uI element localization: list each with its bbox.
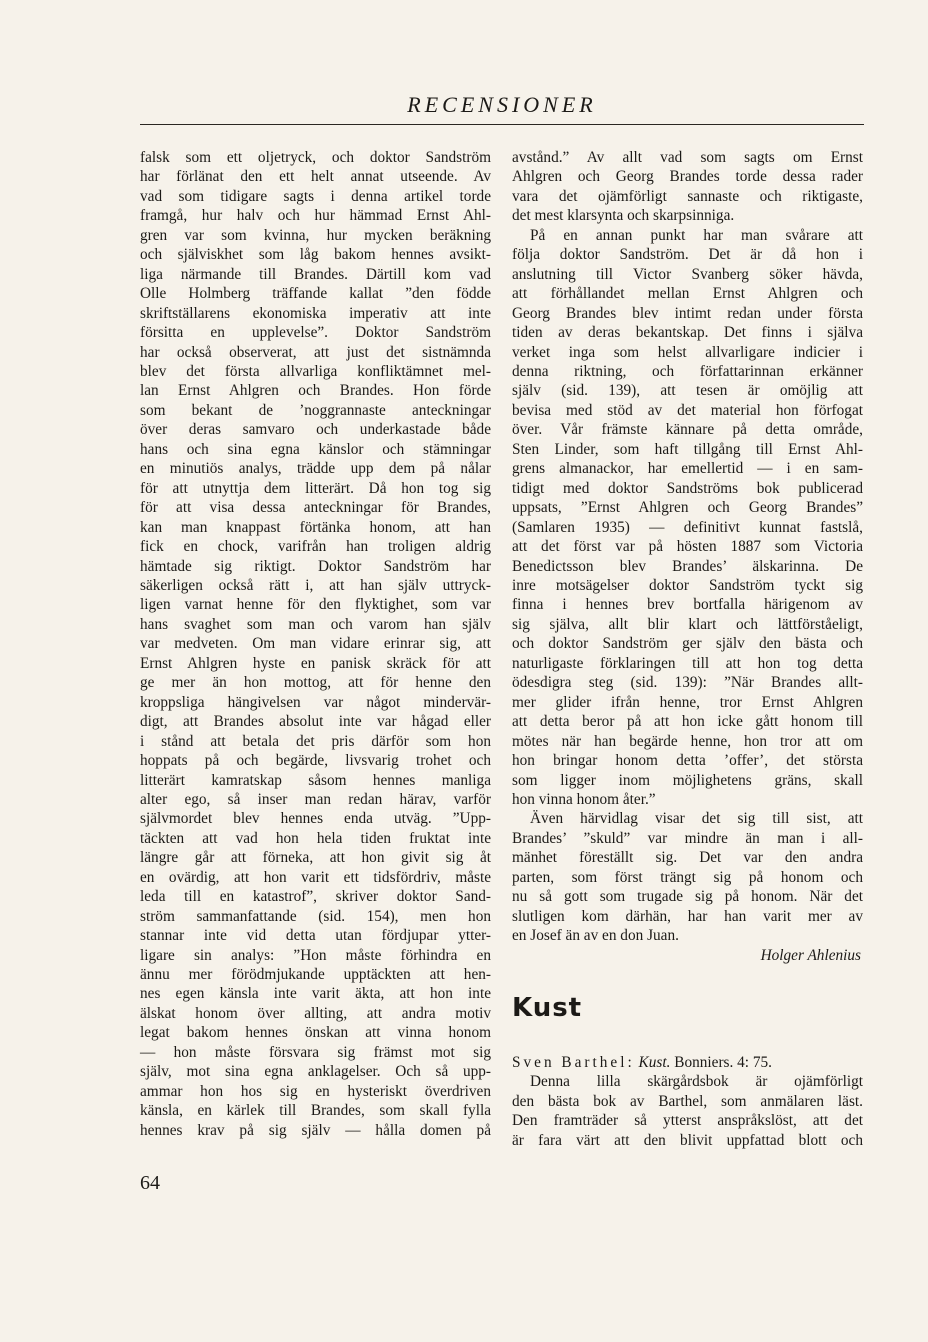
header-rule [140, 124, 864, 125]
text-line: naturligaste förklaringen till att hon tog detta [512, 654, 863, 672]
text-line: var medveten. Om man vidare erinrar sig, att [140, 635, 491, 653]
text-line: ännu mer förödmjukande upptäckten att hen- [140, 966, 491, 984]
text-line: liga närmande till Brandes. Därtill kom vad [140, 265, 491, 283]
citation-publisher: Bonniers. 4: 75. [674, 1054, 772, 1072]
text-line: i stånd att betala det pris därför som hon [140, 732, 491, 750]
text-line: själv, mot sina egna anklagelser. Och så upp- [140, 1063, 491, 1081]
text-line: ligare sin analys: ”Hon måste förhindra en [140, 946, 491, 964]
text-line: att förhållandet mellan Ernst Ahlgren och [512, 285, 863, 303]
review-body [512, 1072, 863, 1150]
text-line: uppsats, ”Ernst Ahlgren och Georg Brandes” [512, 499, 863, 517]
text-line: känsla, en kärlek till Brandes, som skall fylla [140, 1102, 491, 1120]
text-line: och själviskhet som låg bakom hennes avsikt- [140, 246, 491, 264]
text-line: har förlänat den ett helt annat utseende. Av [140, 168, 491, 186]
text-line: ström sammanfattande (sid. 154), men hon [140, 907, 491, 925]
text-line: tiden av deras bekantskap. Det finns i själva [512, 324, 863, 342]
text-line: Denna lilla skärgårdsbok är ojämförligt [530, 1073, 863, 1091]
text-line: den bästa bok av Barthel, som anmälaren läst. [512, 1092, 863, 1110]
text-line: digt, att Brandes absolut inte var hågad eller [140, 713, 491, 731]
text-line: nes egen känsla inte varit äkta, att hon inte [140, 985, 491, 1003]
text-line: blev det första allvarliga konfliktämnet mel- [140, 362, 491, 380]
text-line: hon vinna honom åter.” [512, 790, 656, 808]
text-line: litterärt kamratskap såsom hennes manliga [140, 771, 491, 789]
text-line: (Samlaren 1935) — definitivt kunnat fastslå, [512, 518, 863, 536]
text-line: vara det ojämförligt sannaste och riktigaste, [512, 187, 863, 205]
running-header: RECENSIONER [407, 92, 597, 117]
citation-author: Sven Barthel: [512, 1054, 635, 1072]
reviewer-signature: Holger Ahlenius [760, 946, 861, 964]
text-line: alter ego, så inser man redan härav, varför [140, 790, 491, 808]
text-line: att det först var på hösten 1887 som Victoria [512, 538, 863, 556]
text-line: kroppsliga hängivelsen var något mindervär- [140, 693, 491, 711]
text-line: en minutiös analys, trädde upp dem på nålar [140, 460, 491, 478]
text-line: själv (sid. 139), att tesen är omöjlig att [512, 382, 863, 400]
text-line: är fara värt att den blivit uppfattad blott och [512, 1131, 863, 1149]
text-line: falsk som ett oljetryck, och doktor Sandström [140, 149, 491, 166]
text-line: Även härvidlag visar det sig till sist, att [530, 810, 863, 828]
text-line: mötes när han begärde henne, hon tror att om [512, 732, 863, 750]
text-line: avstånd.” Av allt vad som sagts om Ernst [512, 149, 863, 166]
right-column [512, 148, 863, 1150]
text-line: Ahlgren och Georg Brandes torde dessa rader [512, 168, 863, 186]
text-line: att detta beror på att hon icke gått honom till [512, 713, 863, 731]
text-line: framgå, hur halv och hur hämmad Ernst Ahl- [140, 207, 491, 225]
text-line: lan Ernst Ahlgren och Brandes. Hon förde [140, 382, 491, 400]
text-line: nu så gott som trugade sig på honom. När det [512, 888, 863, 906]
text-line: legat bakom hennes önskan att vinna honom [140, 1024, 491, 1042]
left-column [140, 148, 491, 1140]
text-line: leda till en katastrof”, skriver doktor Sand- [140, 888, 491, 906]
page-number: 64 [140, 1172, 160, 1194]
text-line: — hon måste försvara sig främst mot sig [140, 1043, 491, 1061]
text-line: hans svaghet som man och varom han själv [140, 615, 491, 633]
text-line: mer glider ifrån henne, tror Ernst Ahlgren [512, 693, 863, 711]
review-continuation [512, 148, 863, 946]
text-line: Olle Holmberg träffande kallat ”den födde [140, 285, 491, 303]
text-line: kan man knappast förtänka honom, att han [140, 518, 491, 536]
text-line: sig själva, allt blir klart och lättförståeligt, [512, 615, 863, 633]
text-line: älskat honom över allting, att andra motiv [140, 1004, 491, 1022]
text-line: hennes krav på sig själv — hålla domen på [140, 1121, 491, 1139]
text-line: parten, som först trängt sig på honom och [512, 868, 863, 886]
text-line: ödesdigra steg (sid. 139): ”När Brandes allt- [512, 674, 863, 692]
text-line: stannar inte vid detta utan fördjupar ytter- [140, 927, 491, 945]
text-line: följa doktor Sandström. Det är då hon i [512, 246, 863, 264]
text-line: över. Vår främste kännare på detta område, [512, 421, 863, 439]
text-line: hon bringar honom detta ’offer’, det största [512, 752, 863, 770]
text-line: självmordet blev hennes enda utväg. ”Upp- [140, 810, 491, 828]
text-line: för att visa dessa anteckningar för Brandes, [140, 499, 491, 517]
text-line: grens almanackor, har emellertid — i en sam- [512, 460, 863, 478]
text-line: och doktor Sandström ger själv den bästa och [512, 635, 863, 653]
text-line: längre går att förneka, att hon givit sig åt [140, 849, 491, 867]
section-title: Kust [512, 993, 583, 1024]
text-line: hämtade sig riktigt. Doktor Sandström har [140, 557, 491, 575]
text-line: säkerligen också rätt i, att han själv uttryck- [140, 576, 491, 594]
text-line: inre motsägelser doktor Sandström tyckt sig [512, 576, 863, 594]
text-line: Den framträder så ytterst anspråkslöst, att det [512, 1112, 863, 1130]
text-line: Benedictsson blev Brandes’ älskarinna. De [512, 557, 863, 575]
text-line: Brandes’ ”skuld” var mindre än man i all- [512, 829, 863, 847]
text-line: som ligger inom möjlighetens gräns, skall [512, 771, 863, 789]
text-line: fick en chock, varifrån han troligen aldrig [140, 538, 491, 556]
text-line: Ernst Ahlgren hyste en panisk skräck för att [140, 654, 491, 672]
text-line: gren var som kvinna, hur mycken beräkning [140, 226, 491, 244]
text-line: ammar hon hos sig en hysteriskt överdriven [140, 1082, 491, 1100]
text-line: för att utnyttja dem litterärt. Då hon tog sig [140, 479, 491, 497]
text-line: försitta en upplevelse”. Doktor Sandström [140, 324, 491, 342]
text-line: finna i hennes brev bortfalla härigenom av [512, 596, 863, 614]
text-line: bevisa med stöd av det material hon förfogat [512, 401, 863, 419]
text-line: täckten att vad hon hela tiden fruktat inte [140, 829, 491, 847]
text-line: tidigt med doktor Sandströms bok publicerad [512, 479, 863, 497]
text-line: vad som tidigare sagts i denna artikel torde [140, 187, 491, 205]
text-line: en ovärdig, att hon varit ett tidsfördriv, måste [140, 868, 491, 886]
text-line: slutligen kom därhän, har han varit mer av [512, 907, 863, 925]
text-line: denna riktning, och författarinnan erkänner [512, 362, 863, 380]
book-citation [512, 1053, 863, 1072]
text-line: över deras samvaro och underkastade både [140, 421, 491, 439]
text-line: hans och sina egna känslor och stämningar [140, 440, 491, 458]
text-line: som bekant de ’noggrannaste anteckningar [140, 401, 491, 419]
text-line: På en annan punkt har man svårare att [530, 226, 863, 244]
text-line: hoppats på och begärde, livsvarig trohet och [140, 752, 491, 770]
text-line: ligen varnat henne för den flyktighet, som var [140, 596, 491, 614]
text-line: skriftställarens ekonomiska imperativ att inte [140, 304, 491, 322]
text-line: verket inga som helst allvarligare indicier i [512, 343, 863, 361]
text-line: det mest klarsynta och skarpsinniga. [512, 207, 735, 225]
text-line: mänhet föreställt sig. Det var den andra [512, 849, 863, 867]
text-line: ge mer än hon mottog, att för henne den [140, 674, 491, 692]
text-line: en Josef än av en don Juan. [512, 927, 679, 945]
text-line: Georg Brandes blev intimt redan under första [512, 304, 863, 322]
text-line: anslutning till Victor Svanberg söker hävda, [512, 265, 863, 283]
text-line: Sten Linder, som haft tillgång till Ernst Ahl- [512, 440, 863, 458]
citation-title: Kust. [638, 1054, 671, 1072]
text-line: har också observerat, att just det sistnämnda [140, 343, 491, 361]
